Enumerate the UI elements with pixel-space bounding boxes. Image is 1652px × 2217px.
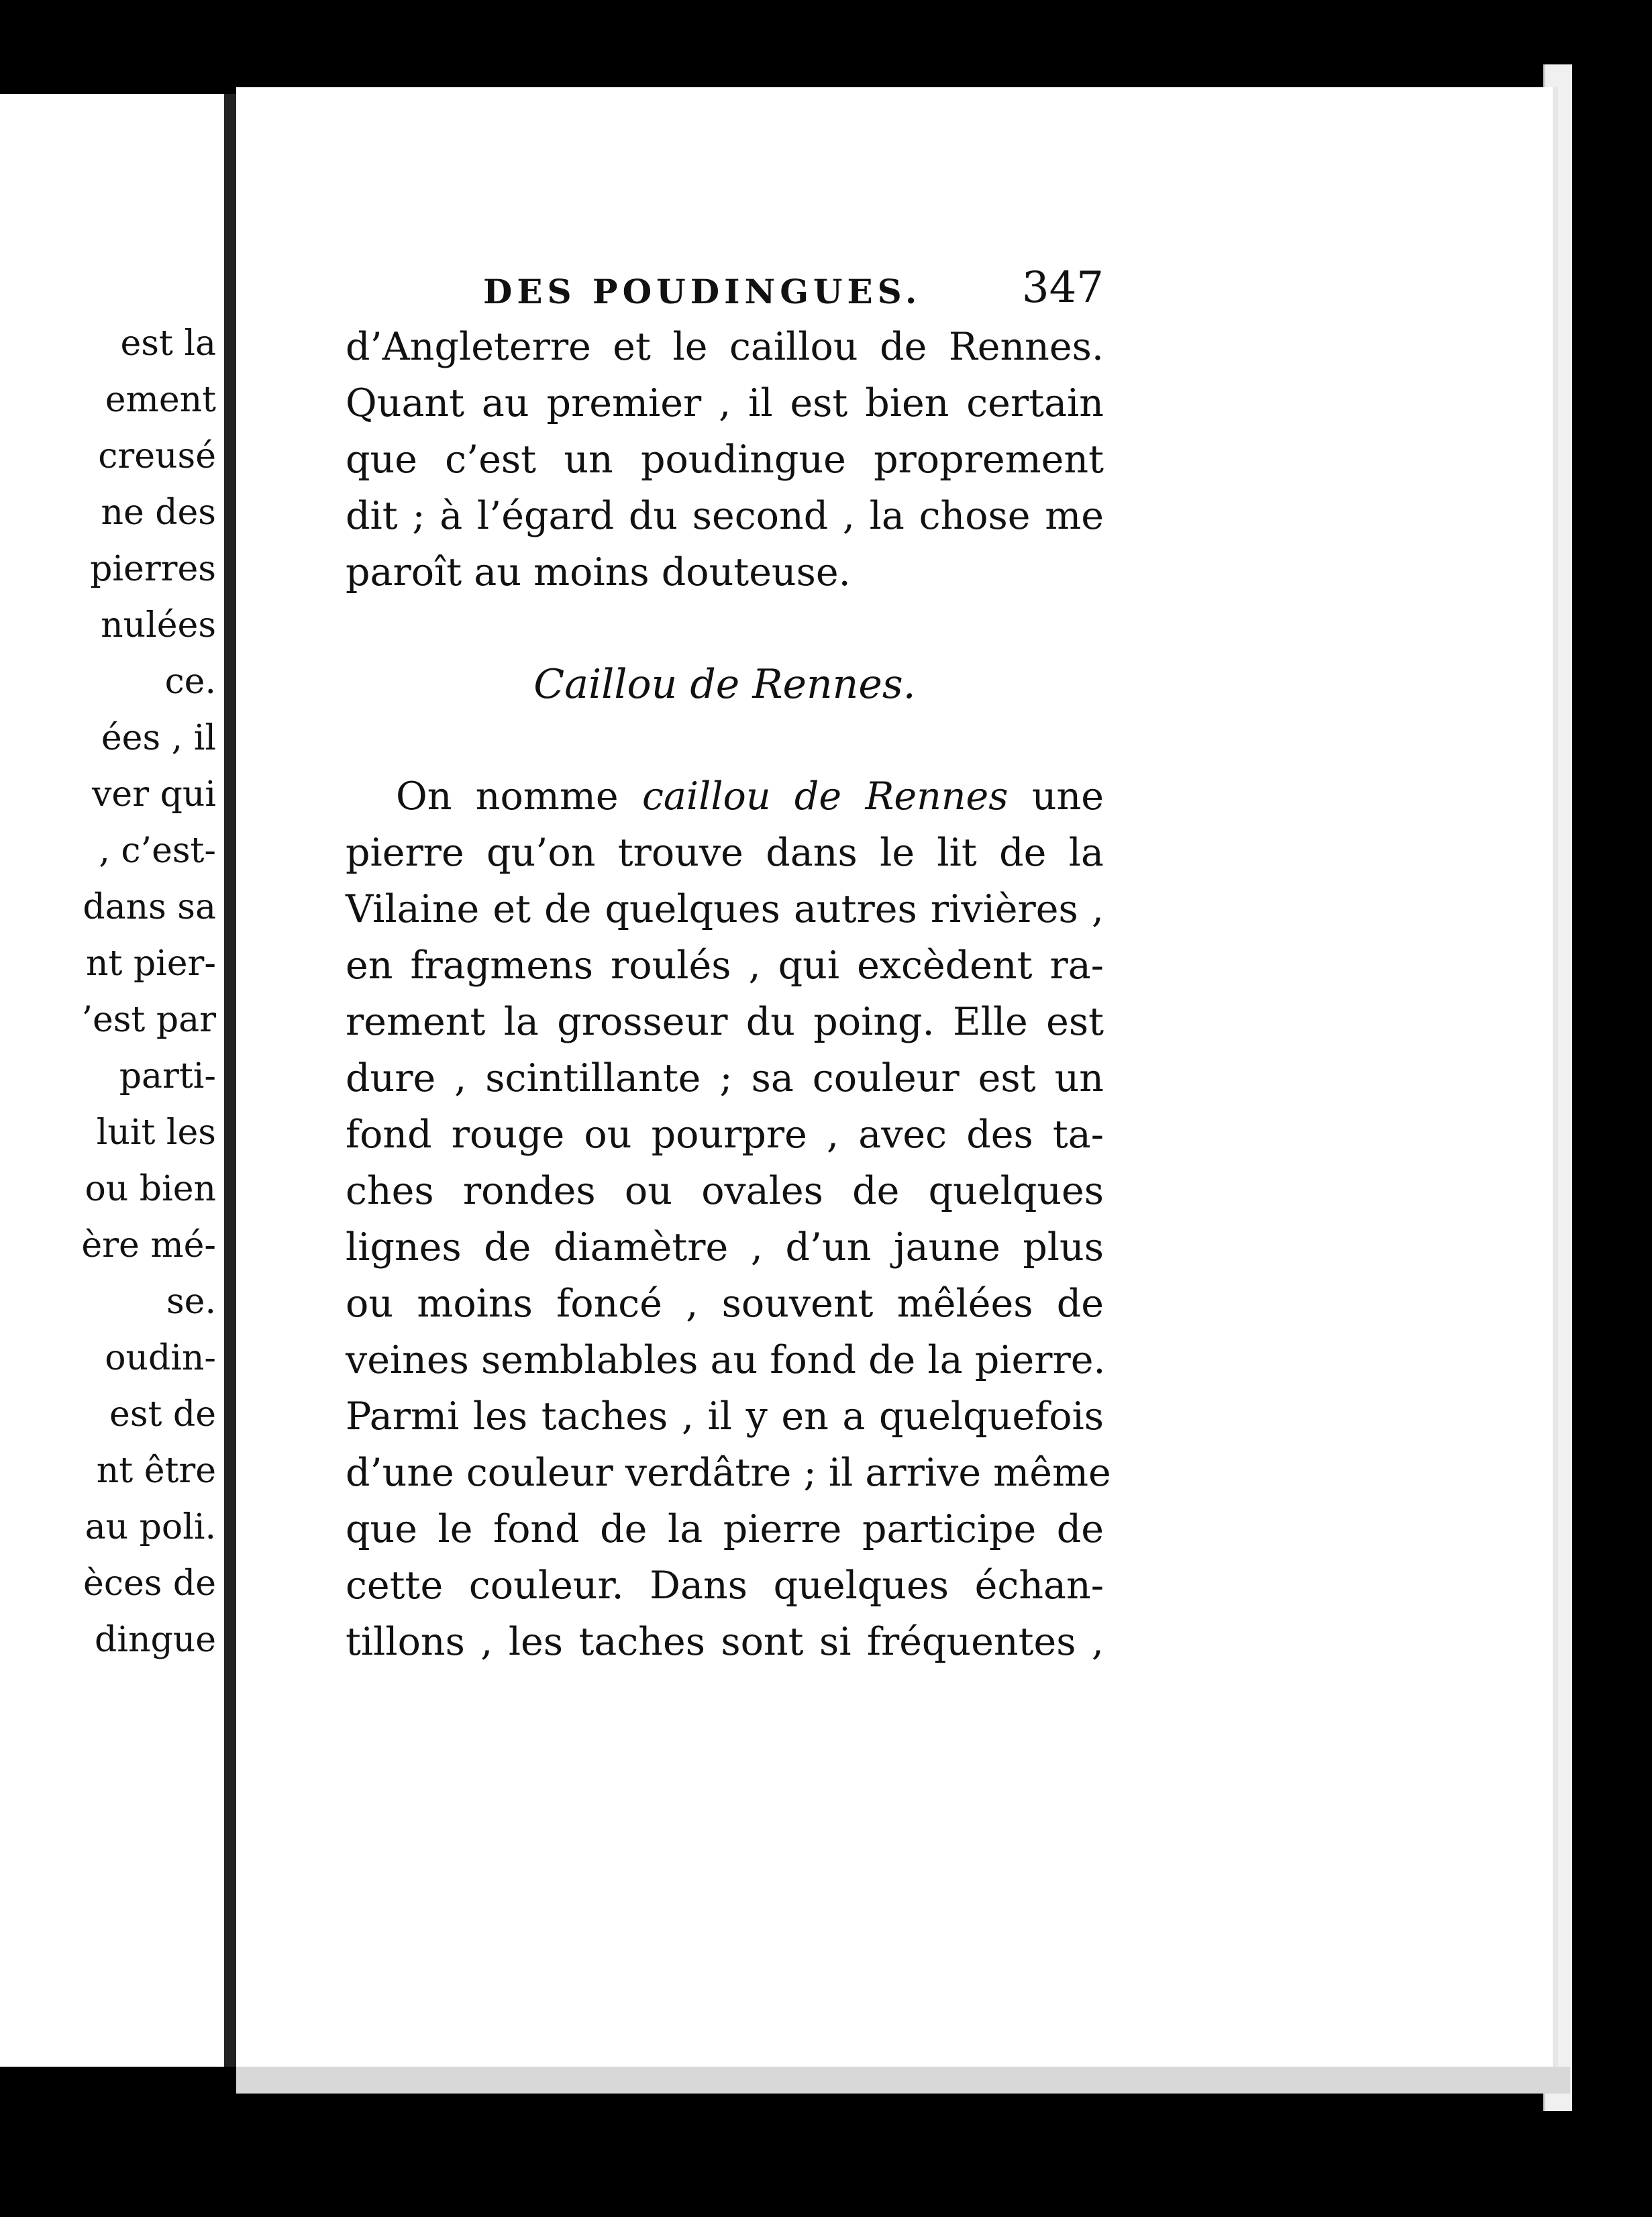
left-line: ne des bbox=[101, 493, 216, 533]
left-line: se. bbox=[166, 1282, 216, 1322]
text-line: veines semblables au fond de la pierre. bbox=[346, 1338, 1106, 1382]
left-line: nulées bbox=[101, 605, 216, 646]
text-line-first bbox=[346, 768, 1104, 825]
text-run: On nomme bbox=[396, 774, 619, 819]
left-line: est de bbox=[109, 1394, 216, 1435]
left-line: ce. bbox=[164, 662, 216, 702]
text-line: que c’est un poudingue proprement bbox=[346, 437, 1104, 482]
left-line: parti- bbox=[119, 1056, 216, 1096]
text-line: pierre qu’on trouve dans le lit de la bbox=[346, 831, 1104, 875]
running-head: DES POUDINGUES. bbox=[483, 272, 922, 311]
text-line: Parmi les taches , il y en a quelquefois bbox=[346, 1394, 1104, 1439]
page-number: 347 bbox=[1021, 263, 1104, 313]
page-bottom-edge bbox=[236, 2067, 1570, 2094]
left-line: ées , il bbox=[101, 718, 216, 758]
text-line: Vilaine et de quelques autres rivières , bbox=[346, 887, 1104, 931]
text-line: lignes de diamètre , d’un jaune plus bbox=[346, 1225, 1104, 1270]
left-line: dingue bbox=[95, 1620, 216, 1660]
left-facing-page bbox=[0, 94, 228, 2067]
book-gutter bbox=[224, 94, 238, 2067]
text-run: une bbox=[1031, 774, 1104, 819]
paragraph-1 bbox=[346, 319, 1104, 601]
left-line: oudin- bbox=[105, 1338, 216, 1378]
text-line: dit ; à l’égard du second , la chose me bbox=[346, 494, 1104, 538]
text-line: Quant au premier , il est bien certain bbox=[346, 381, 1104, 425]
text-line: ou moins foncé , souvent mêlées de bbox=[346, 1282, 1104, 1326]
left-line: ver qui bbox=[92, 774, 216, 815]
left-line: èces de bbox=[83, 1563, 216, 1604]
paragraph-2 bbox=[346, 768, 1111, 1670]
right-page-text bbox=[346, 263, 1111, 1670]
left-line: ’est par bbox=[81, 1000, 216, 1040]
text-line: d’Angleterre et le caillou de Rennes. bbox=[346, 325, 1104, 369]
italic-term: caillou de Rennes bbox=[641, 774, 1009, 819]
left-line: dans sa bbox=[83, 887, 216, 927]
text-line: ches rondes ou ovales de quelques bbox=[346, 1169, 1104, 1213]
text-line: en fragmens roulés , qui excèdent ra- bbox=[346, 943, 1104, 988]
text-line: tillons , les taches sont si fréquentes , bbox=[346, 1620, 1104, 1664]
left-page-text bbox=[0, 315, 216, 1668]
left-line: , c’est- bbox=[99, 831, 216, 871]
section-title: Caillou de Rennes. bbox=[533, 661, 916, 708]
left-line: pierres bbox=[90, 549, 216, 589]
text-line: d’une couleur verdâtre ; il arrive même bbox=[346, 1451, 1111, 1495]
left-line: nt être bbox=[96, 1451, 216, 1491]
left-line: ement bbox=[105, 380, 216, 420]
text-line: que le fond de la pierre participe de bbox=[346, 1507, 1104, 1551]
page-header bbox=[346, 265, 1104, 319]
text-line: rement la grosseur du poing. Elle est bbox=[346, 1000, 1104, 1044]
left-line: est la bbox=[120, 323, 216, 364]
left-line: nt pier- bbox=[85, 943, 216, 984]
text-line: fond rouge ou pourpre , avec des ta- bbox=[346, 1113, 1104, 1157]
text-line: dure , scintillante ; sa couleur est un bbox=[346, 1056, 1104, 1100]
text-line: cette couleur. Dans quelques échan- bbox=[346, 1563, 1104, 1608]
left-line: ou bien bbox=[85, 1169, 216, 1209]
text-line: paroît au moins douteuse. bbox=[346, 550, 851, 595]
left-line: ère mé- bbox=[81, 1225, 216, 1266]
left-line: au poli. bbox=[85, 1507, 216, 1547]
left-line: luit les bbox=[96, 1113, 216, 1153]
left-line: creusé bbox=[98, 436, 216, 476]
